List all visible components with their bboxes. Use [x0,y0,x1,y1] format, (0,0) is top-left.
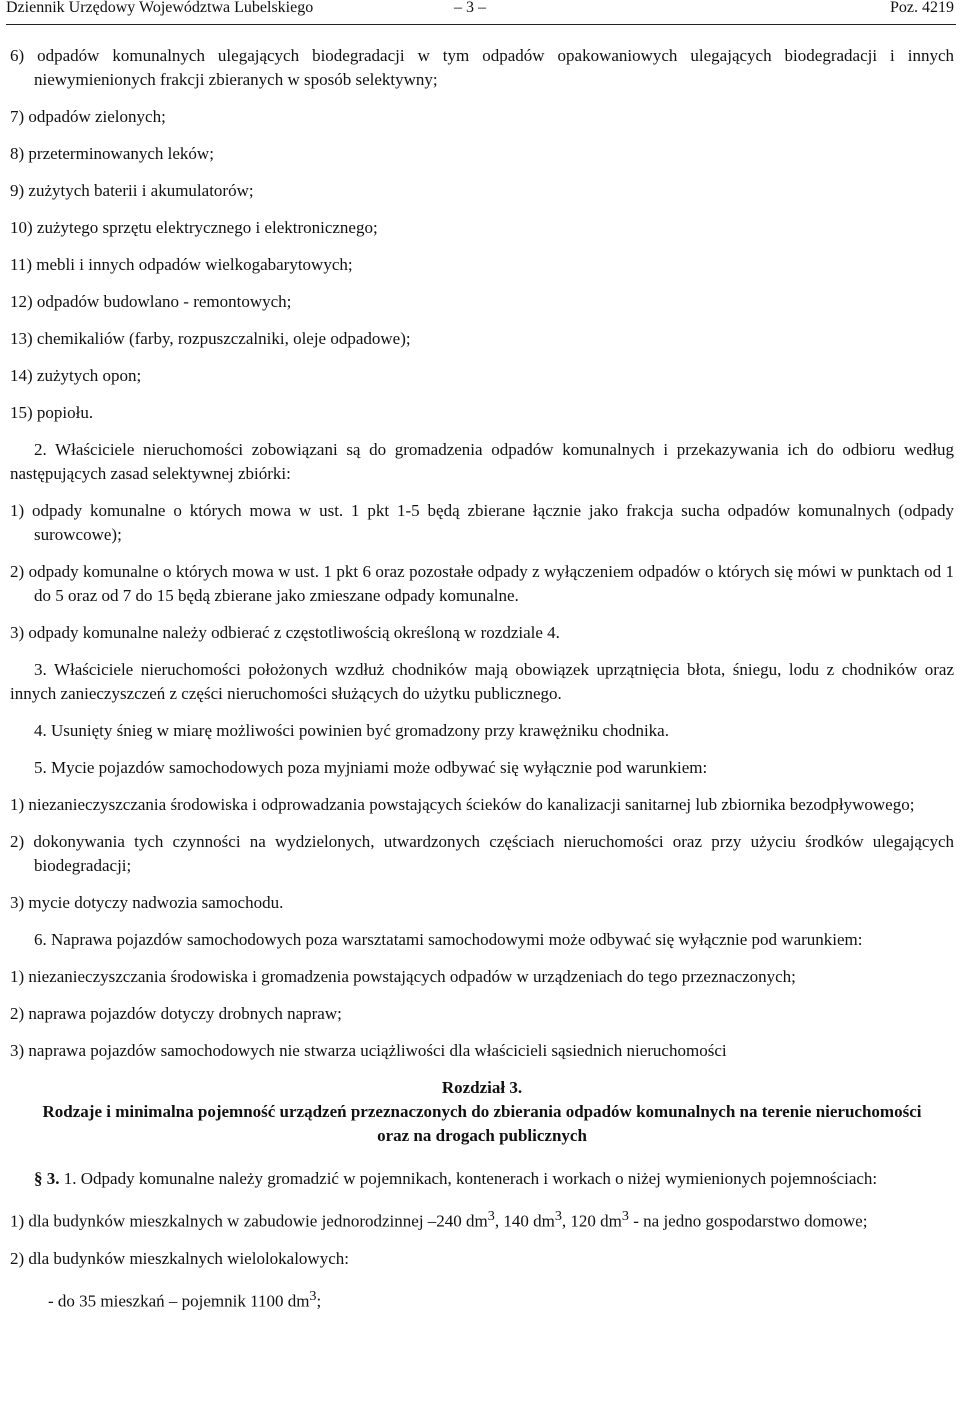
page-number: – 3 – [454,0,486,16]
paragraph-6: 6. Naprawa pojazdów samochodowych poza warsztatami samochodowymi może odbywać się wyłącznie pod warunkiem: [34,930,863,949]
paragraph-3: 3. Właściciele nieruchomości położonych wzdłuż chodników mają obowiązek uprzątnięcia błota, śniegu, lodu z chodników oraz innych zanieczyszczeń z części nieruchomości służących do użytku publicznego. [10,660,954,703]
list-item: 3) naprawa pojazdów samochodowych nie stwarza uciążliwości dla właścicieli sąsiednich nieruchomości [10,1041,727,1060]
list-item: 9) zużytych baterii i akumulatorów; [10,181,254,200]
list-item-text: , 120 dm [561,1211,622,1231]
list-item: 6) odpadów komunalnych ulegających biodegradacji w tym odpadów opakowaniowych ulegających biodegradacji i innych niewymienionych frakcji zbieranych w sposób selektywny; [10,46,954,89]
paragraph-2: 2. Właściciele nieruchomości zobowiązani są do gromadzenia odpadów komunalnych i przekazywania ich do odbioru według następujących zasad selektywnej zbiórki: [10,440,954,483]
paragraph-5: 5. Mycie pojazdów samochodowych poza myjniami może odbywać się wyłącznie pod warunkiem: [34,758,708,777]
list-item: 1) niezanieczyszczania środowiska i gromadzenia powstających odpadów w urządzeniach do tego przeznaczonych; [10,967,796,986]
superscript: 3 [309,1287,317,1304]
journal-title: Dziennik Urzędowy Województwa Lubelskiego [6,0,314,16]
list-item-text: , 140 dm [494,1211,555,1231]
list-item: 2) odpady komunalne o których mowa w ust. 1 pkt 6 oraz pozostałe odpady z wyłączeniem odpadów o których się mówi w punktach od 1 do 5 oraz od 7 do 15 będą zbierane jako zmieszane odpady komunalne. [10,562,954,605]
list-item: 11) mebli i innych odpadów wielkogabarytowych; [10,255,353,274]
superscript: 3 [554,1208,562,1224]
list-item: 3) mycie dotyczy nadwozia samochodu. [10,893,284,912]
chapter-title: Rodzaje i minimalna pojemność urządzeń przeznaczonych do zbierania odpadów komunalnych na terenie nieruchomości oraz na drogach publicznych [42,1102,922,1145]
page-header [6,0,956,25]
list-item: 1) odpady komunalne o których mowa w ust. 1 pkt 1-5 będą zbierane łącznie jako frakcja sucha odpadów komunalnych (odpady surowcowe); [10,501,954,544]
list-item: 8) przeterminowanych leków; [10,144,214,163]
list-item: 1) niezanieczyszczania środowiska i odprowadzania powstających ścieków do kanalizacji sanitarnej lub zbiornika bezodpływowego; [10,795,915,814]
paragraph-4: 4. Usunięty śnieg w miarę możliwości powinien być gromadzony przy krawężniku chodnika. [34,721,669,740]
position-number: Poz. 4219 [890,0,954,16]
superscript: 3 [621,1208,629,1224]
list-item: 2) dokonywania tych czynności na wydzielonych, utwardzonych częściach nieruchomości oraz przy użyciu środków ulegających biodegradacji; [10,832,954,875]
list-item-text: - na jedno gospodarstwo domowe; [628,1211,868,1231]
list-item: 14) zużytych opon; [10,366,142,385]
section-text: 1. Odpady komunalne należy gromadzić w pojemnikach, kontenerach i workach o niżej wymienionych pojemnościach: [59,1169,878,1188]
section-3 [10,1167,954,1191]
chapter-label: Rozdział 3. [441,1078,523,1097]
superscript: 3 [487,1208,495,1224]
list-item: 15) popiołu. [10,403,94,422]
list-item-text: 1) dla budynków mieszkalnych w zabudowie jednorodzinnej –240 dm [10,1211,488,1231]
list-item [10,1204,954,1234]
list-item: 7) odpadów zielonych; [10,107,166,126]
section-number: § 3. [34,1169,60,1188]
list-item [10,1284,954,1314]
list-item: 10) zużytego sprzętu elektrycznego i elektronicznego; [10,218,378,237]
list-item: 13) chemikaliów (farby, rozpuszczalniki, oleje odpadowe); [10,329,411,348]
document-body [10,44,954,1313]
list-item-text: - do 35 mieszkań – pojemnik 1100 dm [48,1291,310,1311]
list-item: 12) odpadów budowlano - remontowych; [10,292,292,311]
list-item: 2) naprawa pojazdów dotyczy drobnych napraw; [10,1004,342,1023]
list-item: 3) odpady komunalne należy odbierać z częstotliwością określoną w rozdziale 4. [10,623,560,642]
list-item-text: ; [316,1291,322,1311]
list-item: 2) dla budynków mieszkalnych wielolokalowych: [10,1248,349,1268]
